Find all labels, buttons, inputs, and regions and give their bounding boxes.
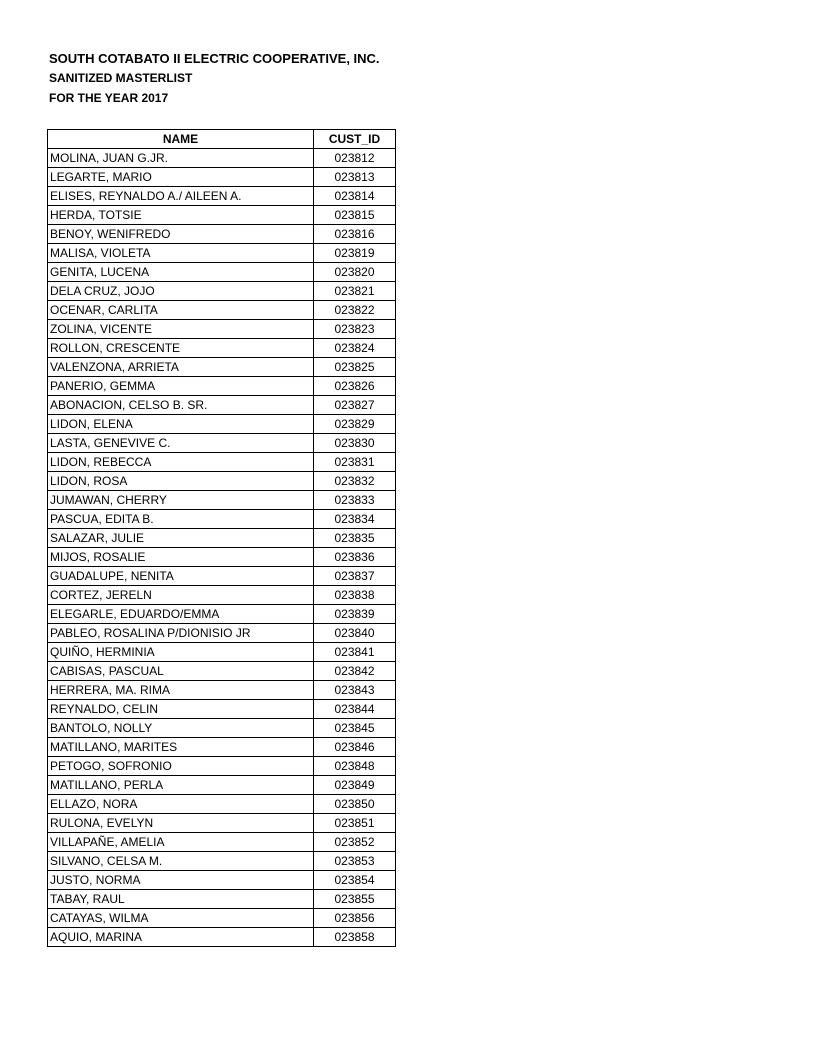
table-row (48, 244, 396, 263)
customer-id-cell: 023821 (314, 282, 396, 301)
table-row (48, 871, 396, 890)
customer-name-cell: ELLAZO, NORA (48, 795, 314, 814)
table-row (48, 149, 396, 168)
customer-id-cell: 023842 (314, 662, 396, 681)
table-row (48, 643, 396, 662)
table-row (48, 662, 396, 681)
customer-name-cell: AQUIO, MARINA (48, 928, 314, 947)
table-row (48, 776, 396, 795)
customer-id-cell: 023833 (314, 491, 396, 510)
table-row (48, 852, 396, 871)
customer-id-cell: 023843 (314, 681, 396, 700)
customer-id-cell: 023845 (314, 719, 396, 738)
customer-id-cell: 023854 (314, 871, 396, 890)
customer-id-cell: 023819 (314, 244, 396, 263)
table-row (48, 491, 396, 510)
customer-id-cell: 023813 (314, 168, 396, 187)
table-row (48, 795, 396, 814)
customer-name-cell: CABISAS, PASCUAL (48, 662, 314, 681)
customer-id-cell: 023836 (314, 548, 396, 567)
customer-name-cell: PANERIO, GEMMA (48, 377, 314, 396)
table-row (48, 320, 396, 339)
customer-name-cell: TABAY, RAUL (48, 890, 314, 909)
customer-name-cell: ELISES, REYNALDO A./ AILEEN A. (48, 187, 314, 206)
customer-id-cell: 023832 (314, 472, 396, 491)
customer-name-cell: PETOGO, SOFRONIO (48, 757, 314, 776)
customer-name-cell: OCENAR, CARLITA (48, 301, 314, 320)
customer-id-cell: 023825 (314, 358, 396, 377)
customer-name-cell: RULONA, EVELYN (48, 814, 314, 833)
customer-name-cell: MOLINA, JUAN G.JR. (48, 149, 314, 168)
table-row (48, 605, 396, 624)
customer-name-cell: ELEGARLE, EDUARDO/EMMA (48, 605, 314, 624)
table-row (48, 225, 396, 244)
customer-name-cell: MATILLANO, PERLA (48, 776, 314, 795)
customer-name-cell: GUADALUPE, NENITA (48, 567, 314, 586)
customer-id-cell: 023830 (314, 434, 396, 453)
table-row (48, 396, 396, 415)
customer-id-cell: 023844 (314, 700, 396, 719)
customer-name-cell: HERRERA, MA. RIMA (48, 681, 314, 700)
customer-id-cell: 023815 (314, 206, 396, 225)
customer-id-cell: 023848 (314, 757, 396, 776)
customer-name-cell: MIJOS, ROSALIE (48, 548, 314, 567)
customer-name-cell: JUMAWAN, CHERRY (48, 491, 314, 510)
masterlist-table (47, 129, 396, 947)
customer-name-cell: DELA CRUZ, JOJO (48, 282, 314, 301)
customer-id-cell: 023856 (314, 909, 396, 928)
customer-name-cell: CATAYAS, WILMA (48, 909, 314, 928)
customer-id-cell: 023823 (314, 320, 396, 339)
customer-name-cell: ROLLON, CRESCENTE (48, 339, 314, 358)
customer-id-cell: 023826 (314, 377, 396, 396)
column-header-cust-id: CUST_ID (314, 130, 396, 149)
customer-id-cell: 023852 (314, 833, 396, 852)
table-row (48, 187, 396, 206)
customer-name-cell: ZOLINA, VICENTE (48, 320, 314, 339)
customer-name-cell: BANTOLO, NOLLY (48, 719, 314, 738)
table-body (48, 149, 396, 947)
table-row (48, 415, 396, 434)
company-name: SOUTH COTABATO II ELECTRIC COOPERATIVE, INC. (49, 51, 380, 66)
customer-id-cell: 023838 (314, 586, 396, 605)
table-row (48, 757, 396, 776)
table-row (48, 833, 396, 852)
table-row (48, 624, 396, 643)
customer-name-cell: PASCUA, EDITA B. (48, 510, 314, 529)
customer-name-cell: CORTEZ, JERELN (48, 586, 314, 605)
customer-name-cell: REYNALDO, CELIN (48, 700, 314, 719)
customer-name-cell: SILVANO, CELSA M. (48, 852, 314, 871)
table-row (48, 890, 396, 909)
customer-name-cell: VILLAPAÑE, AMELIA (48, 833, 314, 852)
customer-id-cell: 023841 (314, 643, 396, 662)
table-row (48, 377, 396, 396)
customer-id-cell: 023853 (314, 852, 396, 871)
table-row (48, 339, 396, 358)
customer-id-cell: 023822 (314, 301, 396, 320)
table-row (48, 453, 396, 472)
customer-name-cell: MATILLANO, MARITES (48, 738, 314, 757)
customer-name-cell: LIDON, REBECCA (48, 453, 314, 472)
customer-name-cell: QUIÑO, HERMINIA (48, 643, 314, 662)
customer-name-cell: GENITA, LUCENA (48, 263, 314, 282)
customer-id-cell: 023827 (314, 396, 396, 415)
table-row (48, 567, 396, 586)
table-row (48, 738, 396, 757)
table-row (48, 510, 396, 529)
table-row (48, 700, 396, 719)
document-header (49, 50, 380, 108)
table-row (48, 168, 396, 187)
customer-id-cell: 023816 (314, 225, 396, 244)
table-row (48, 472, 396, 491)
document-subtitle: SANITIZED MASTERLIST (49, 71, 193, 85)
customer-id-cell: 023849 (314, 776, 396, 795)
customer-id-cell: 023835 (314, 529, 396, 548)
customer-name-cell: ABONACION, CELSO B. SR. (48, 396, 314, 415)
customer-id-cell: 023814 (314, 187, 396, 206)
customer-id-cell: 023812 (314, 149, 396, 168)
customer-name-cell: JUSTO, NORMA (48, 871, 314, 890)
customer-name-cell: LIDON, ELENA (48, 415, 314, 434)
table-row (48, 263, 396, 282)
customer-name-cell: LIDON, ROSA (48, 472, 314, 491)
table-row (48, 928, 396, 947)
customer-id-cell: 023829 (314, 415, 396, 434)
customer-id-cell: 023834 (314, 510, 396, 529)
table-row (48, 358, 396, 377)
customer-name-cell: VALENZONA, ARRIETA (48, 358, 314, 377)
customer-name-cell: LASTA, GENEVIVE C. (48, 434, 314, 453)
customer-id-cell: 023839 (314, 605, 396, 624)
customer-id-cell: 023837 (314, 567, 396, 586)
customer-name-cell: LEGARTE, MARIO (48, 168, 314, 187)
table-row (48, 434, 396, 453)
customer-id-cell: 023824 (314, 339, 396, 358)
table-row (48, 548, 396, 567)
table-row (48, 681, 396, 700)
customer-name-cell: SALAZAR, JULIE (48, 529, 314, 548)
table-row (48, 586, 396, 605)
customer-name-cell: MALISA, VIOLETA (48, 244, 314, 263)
customer-name-cell: PABLEO, ROSALINA P/DIONISIO JR (48, 624, 314, 643)
table-row (48, 282, 396, 301)
customer-id-cell: 023820 (314, 263, 396, 282)
customer-name-cell: BENOY, WENIFREDO (48, 225, 314, 244)
table-header-row (48, 130, 396, 149)
customer-id-cell: 023858 (314, 928, 396, 947)
customer-id-cell: 023855 (314, 890, 396, 909)
table-row (48, 814, 396, 833)
customer-id-cell: 023851 (314, 814, 396, 833)
table-row (48, 301, 396, 320)
customer-id-cell: 023840 (314, 624, 396, 643)
column-header-name: NAME (48, 130, 314, 149)
customer-id-cell: 023846 (314, 738, 396, 757)
document-year: FOR THE YEAR 2017 (49, 91, 169, 105)
table-row (48, 719, 396, 738)
table-row (48, 529, 396, 548)
customer-id-cell: 023831 (314, 453, 396, 472)
table-row (48, 206, 396, 225)
table-row (48, 909, 396, 928)
customer-id-cell: 023850 (314, 795, 396, 814)
customer-name-cell: HERDA, TOTSIE (48, 206, 314, 225)
